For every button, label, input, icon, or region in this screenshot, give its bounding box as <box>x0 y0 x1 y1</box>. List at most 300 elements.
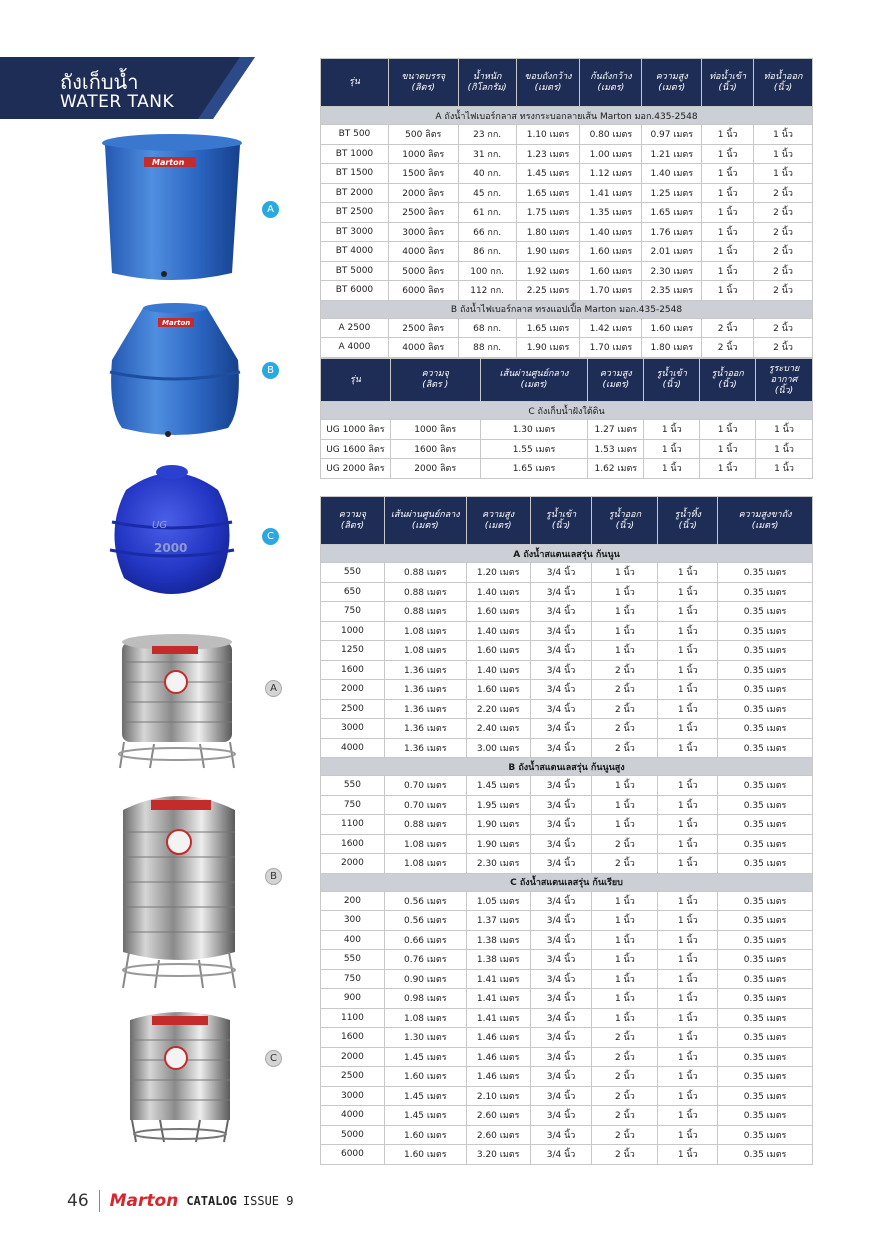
table-cell: 1600 <box>321 1028 385 1048</box>
table-cell: 0.35 เมตร <box>718 680 813 700</box>
table-cell: 1.65 เมตร <box>480 459 588 479</box>
table-cell: 1.41 เมตร <box>466 989 530 1009</box>
table-cell: 1.40 เมตร <box>580 222 642 242</box>
table-cell: 3000 <box>321 1086 385 1106</box>
table-cell: 3.00 เมตร <box>466 738 530 758</box>
table-cell: 1.45 เมตร <box>384 1047 466 1067</box>
table-cell: 1 นิ้ว <box>592 911 658 931</box>
t3-row-c <box>321 1047 813 1067</box>
table-cell: 0.35 เมตร <box>718 950 813 970</box>
table-cell: 0.35 เมตร <box>718 834 813 854</box>
table-cell: 1 นิ้ว <box>592 795 658 815</box>
t3-row-a <box>321 602 813 622</box>
table-cell: 2 นิ้ว <box>592 1106 658 1126</box>
table-cell: 1.53 เมตร <box>588 439 644 459</box>
table-cell: 1 นิ้ว <box>592 891 658 911</box>
table-cell: 3/4 นิ้ว <box>530 1028 592 1048</box>
badge-c-underground: C <box>262 528 279 545</box>
table-cell: 2000 <box>321 854 385 874</box>
table-cell: 1 นิ้ว <box>592 563 658 583</box>
svg-text:2000: 2000 <box>154 541 188 555</box>
table-cell: 0.35 เมตร <box>718 989 813 1009</box>
t1-col-model: รุ่น <box>321 59 389 107</box>
stainless-tank-c-image <box>124 1002 236 1148</box>
t3-row-c <box>321 1086 813 1106</box>
table-cell: 112 กก. <box>458 281 516 301</box>
table-cell: 2500 <box>321 1067 385 1087</box>
table-cell: 1.70 เมตร <box>580 281 642 301</box>
table-cell: 300 <box>321 911 385 931</box>
table-cell: 1.60 เมตร <box>642 318 702 338</box>
table-cell: 3/4 นิ้ว <box>530 1047 592 1067</box>
table-cell: 6000 <box>321 1145 385 1165</box>
table-cell: 1.70 เมตร <box>580 338 642 358</box>
svg-text:Marton: Marton <box>162 319 191 327</box>
t3-section-a: A ถังน้ำสแตนเลสรุ่น ก้นนูน <box>321 545 813 563</box>
table-cell: 1 นิ้ว <box>658 621 718 641</box>
t3-row-c <box>321 989 813 1009</box>
table-cell: 1250 <box>321 641 385 661</box>
table-cell: 5000 <box>321 1125 385 1145</box>
t3-row-b <box>321 795 813 815</box>
table-cell: 2000 <box>321 1047 385 1067</box>
table-cell: 1.60 เมตร <box>384 1067 466 1087</box>
table-cell: 2 นิ้ว <box>702 318 754 338</box>
badge-b-fiberglass: B <box>262 362 279 379</box>
table-cell: 1 นิ้ว <box>702 183 754 203</box>
table-cell: 1.42 เมตร <box>580 318 642 338</box>
table-cell: 1.90 เมตร <box>466 834 530 854</box>
t3-row-a <box>321 719 813 739</box>
table-cell: 1.00 เมตร <box>580 144 642 164</box>
table-cell: 3/4 นิ้ว <box>530 641 592 661</box>
table-cell: 1 นิ้ว <box>658 1067 718 1087</box>
table-cell: 3000 ลิตร <box>388 222 458 242</box>
table-cell: 3/4 นิ้ว <box>530 854 592 874</box>
t2-section-c: C ถังเก็บน้ำฝังใต้ดิน <box>321 402 813 420</box>
t3-row-a <box>321 563 813 583</box>
table-cell: 200 <box>321 891 385 911</box>
table-cell: 2.60 เมตร <box>466 1125 530 1145</box>
t1-row-b <box>321 318 813 338</box>
table-cell: 1 นิ้ว <box>658 969 718 989</box>
table-cell: 1.38 เมตร <box>466 950 530 970</box>
table3-header-row <box>321 497 813 545</box>
table-cell: 1.30 เมตร <box>384 1028 466 1048</box>
t3-section-b: B ถังน้ำสแตนเลสรุ่น ก้นนูนสูง <box>321 758 813 776</box>
table-cell: 2 นิ้ว <box>592 1125 658 1145</box>
table-cell: 2 นิ้ว <box>754 242 813 262</box>
page-title-en: WATER TANK <box>60 92 175 112</box>
table-cell: A 2500 <box>321 318 389 338</box>
t2-col-inlet: รูน้ำเข้า (นิ้ว) <box>644 359 700 402</box>
table-cell: 2 นิ้ว <box>592 719 658 739</box>
table-cell: BT 4000 <box>321 242 389 262</box>
t2-col-outlet: รูน้ำออก (นิ้ว) <box>700 359 756 402</box>
table-cell: 2.30 เมตร <box>466 854 530 874</box>
table-cell: 0.97 เมตร <box>642 125 702 145</box>
table-cell: 1.46 เมตร <box>466 1067 530 1087</box>
t1-row-a <box>321 281 813 301</box>
table-cell: 1.23 เมตร <box>516 144 580 164</box>
t1-row-a <box>321 203 813 223</box>
t3-row-a <box>321 621 813 641</box>
footer-divider <box>99 1190 100 1212</box>
table-cell: 0.35 เมตร <box>718 621 813 641</box>
table-cell: 1 นิ้ว <box>658 1125 718 1145</box>
table-cell: 1 นิ้ว <box>754 144 813 164</box>
table-cell: 1.60 เมตร <box>384 1125 466 1145</box>
table-cell: 2500 <box>321 699 385 719</box>
table-cell: 2.01 เมตร <box>642 242 702 262</box>
table-cell: 1 นิ้ว <box>658 660 718 680</box>
table-cell: 3/4 นิ้ว <box>530 795 592 815</box>
badge-b-stainless: B <box>265 868 282 885</box>
table-cell: 0.98 เมตร <box>384 989 466 1009</box>
table-cell: BT 3000 <box>321 222 389 242</box>
table-cell: 1.90 เมตร <box>516 338 580 358</box>
underground-spec-table <box>320 358 813 479</box>
table-cell: 2 นิ้ว <box>754 222 813 242</box>
table-cell: 1 นิ้ว <box>756 420 813 440</box>
t3-row-b <box>321 776 813 796</box>
t3-col-diameter: เส้นผ่านศูนย์กลาง (เมตร) <box>384 497 466 545</box>
fiberglass-spec-table <box>320 58 813 358</box>
t3-row-a <box>321 641 813 661</box>
t1-row-b <box>321 338 813 358</box>
table-cell: 2.35 เมตร <box>642 281 702 301</box>
table-cell: 1.05 เมตร <box>466 891 530 911</box>
t1-row-a <box>321 242 813 262</box>
table-cell: 2 นิ้ว <box>702 338 754 358</box>
table-cell: 1600 <box>321 660 385 680</box>
table-cell: 1.45 เมตร <box>384 1086 466 1106</box>
t3-section-c: C ถังน้ำสแตนเลสรุ่น ก้นเรียบ <box>321 873 813 891</box>
table-cell: 3/4 นิ้ว <box>530 891 592 911</box>
table-cell: BT 2500 <box>321 203 389 223</box>
table-cell: 3/4 นิ้ว <box>530 660 592 680</box>
table-cell: 1 นิ้ว <box>702 222 754 242</box>
table-cell: 1 นิ้ว <box>702 164 754 184</box>
table-cell: 2000 <box>321 680 385 700</box>
table-cell: 550 <box>321 776 385 796</box>
t3-row-c <box>321 1067 813 1087</box>
t3-row-b <box>321 854 813 874</box>
table1-header-row <box>321 59 813 107</box>
table-cell: 1.08 เมตร <box>384 1008 466 1028</box>
table-cell: 86 กก. <box>458 242 516 262</box>
table-cell: 0.35 เมตร <box>718 1106 813 1126</box>
table-cell: 3/4 นิ้ว <box>530 738 592 758</box>
t3-row-c <box>321 1106 813 1126</box>
table-cell: 1 นิ้ว <box>658 1028 718 1048</box>
table-cell: 3/4 นิ้ว <box>530 815 592 835</box>
table-cell: 2.20 เมตร <box>466 699 530 719</box>
t3-row-c <box>321 1145 813 1165</box>
table-cell: 750 <box>321 795 385 815</box>
table-cell: 0.35 เมตร <box>718 795 813 815</box>
stainless-tank-a-image <box>114 630 240 778</box>
underground-tank-image <box>106 460 238 605</box>
table-cell: 1 นิ้ว <box>702 281 754 301</box>
table-cell: 1 นิ้ว <box>592 950 658 970</box>
table-cell: 2 นิ้ว <box>592 680 658 700</box>
table-cell: 2 นิ้ว <box>754 318 813 338</box>
table-cell: 1.45 เมตร <box>466 776 530 796</box>
table-cell: 3.20 เมตร <box>466 1145 530 1165</box>
badge-a-stainless: A <box>265 680 282 697</box>
table-cell: 1 นิ้ว <box>658 1086 718 1106</box>
t3-col-height: ความสูง (เมตร) <box>466 497 530 545</box>
table-cell: 2 นิ้ว <box>754 203 813 223</box>
table-cell: 1.35 เมตร <box>580 203 642 223</box>
table-cell: 0.35 เมตร <box>718 1145 813 1165</box>
table-cell: 3/4 นิ้ว <box>530 1008 592 1028</box>
table-cell: 1.36 เมตร <box>384 699 466 719</box>
t3-col-drain: รูน้ำทิ้ง (นิ้ว) <box>658 497 718 545</box>
table-cell: 0.35 เมตร <box>718 815 813 835</box>
table-cell: 0.70 เมตร <box>384 795 466 815</box>
t3-row-c <box>321 1125 813 1145</box>
table-cell: 1 นิ้ว <box>658 602 718 622</box>
table-cell: 1 นิ้ว <box>658 891 718 911</box>
table-cell: 1 นิ้ว <box>592 621 658 641</box>
t1-col-height: ความสูง (เมตร) <box>642 59 702 107</box>
table-cell: 1.41 เมตร <box>466 1008 530 1028</box>
table-cell: 1.60 เมตร <box>466 602 530 622</box>
catalog-label: CATALOG <box>186 1194 237 1208</box>
table-cell: 1.75 เมตร <box>516 203 580 223</box>
table-cell: 1 นิ้ว <box>658 582 718 602</box>
table-cell: 1.36 เมตร <box>384 660 466 680</box>
table-cell: 0.35 เมตร <box>718 1067 813 1087</box>
table-cell: 2500 ลิตร <box>388 318 458 338</box>
table-cell: 1 นิ้ว <box>592 989 658 1009</box>
t1-row-a <box>321 144 813 164</box>
t1-col-top-width: ขอบถังกว้าง (เมตร) <box>516 59 580 107</box>
t3-row-c <box>321 1008 813 1028</box>
table-cell: 1.40 เมตร <box>642 164 702 184</box>
t1-row-a <box>321 261 813 281</box>
table-cell: 1 นิ้ว <box>658 815 718 835</box>
table-cell: 1 นิ้ว <box>644 420 700 440</box>
table-cell: 1.30 เมตร <box>480 420 588 440</box>
table-cell: 500 ลิตร <box>388 125 458 145</box>
table-cell: 1600 ลิตร <box>390 439 480 459</box>
table-cell: 1600 <box>321 834 385 854</box>
table-cell: 1 นิ้ว <box>700 439 756 459</box>
table-cell: 0.66 เมตร <box>384 930 466 950</box>
table-cell: 0.90 เมตร <box>384 969 466 989</box>
table-cell: 1 นิ้ว <box>658 738 718 758</box>
page-footer <box>67 1188 293 1214</box>
t2-row <box>321 459 813 479</box>
table-cell: 1.80 เมตร <box>642 338 702 358</box>
table-cell: 1.27 เมตร <box>588 420 644 440</box>
table-cell: 0.35 เมตร <box>718 641 813 661</box>
table-cell: 61 กก. <box>458 203 516 223</box>
table-cell: 1.25 เมตร <box>642 183 702 203</box>
table2-header-row <box>321 359 813 402</box>
table-cell: 68 กก. <box>458 318 516 338</box>
table-cell: 4000 <box>321 738 385 758</box>
t1-col-outlet: ท่อน้ำออก (นิ้ว) <box>754 59 813 107</box>
table-cell: 1.46 เมตร <box>466 1028 530 1048</box>
table-cell: 1 นิ้ว <box>754 164 813 184</box>
table-cell: 1.38 เมตร <box>466 930 530 950</box>
table-cell: 1 นิ้ว <box>658 1106 718 1126</box>
table-cell: 1.95 เมตร <box>466 795 530 815</box>
stainless-tank-b-image <box>119 782 241 997</box>
table-cell: 3/4 นิ้ว <box>530 621 592 641</box>
table-cell: 2 นิ้ว <box>592 699 658 719</box>
t3-col-capacity: ความจุ (ลิตร) <box>321 497 385 545</box>
table-cell: 1 นิ้ว <box>592 776 658 796</box>
table-cell: 3/4 นิ้ว <box>530 950 592 970</box>
table-cell: 0.35 เมตร <box>718 969 813 989</box>
t3-row-a <box>321 699 813 719</box>
table-cell: 1 นิ้ว <box>592 969 658 989</box>
table-cell: 1.40 เมตร <box>466 621 530 641</box>
t3-row-a <box>321 582 813 602</box>
table-cell: 1000 ลิตร <box>388 144 458 164</box>
table-cell: 1 นิ้ว <box>658 930 718 950</box>
table-cell: 0.35 เมตร <box>718 854 813 874</box>
table-cell: 3/4 นิ้ว <box>530 776 592 796</box>
table-cell: 1.55 เมตร <box>480 439 588 459</box>
t3-row-b <box>321 834 813 854</box>
table-cell: 1 นิ้ว <box>658 989 718 1009</box>
table-cell: BT 1000 <box>321 144 389 164</box>
table-cell: 1.60 เมตร <box>580 261 642 281</box>
table-cell: 900 <box>321 989 385 1009</box>
table-cell: 0.35 เมตร <box>718 1008 813 1028</box>
table-cell: 1000 ลิตร <box>390 420 480 440</box>
table-cell: 2 นิ้ว <box>592 834 658 854</box>
table-cell: 1.12 เมตร <box>580 164 642 184</box>
table-cell: 2 นิ้ว <box>592 1086 658 1106</box>
table-cell: BT 1500 <box>321 164 389 184</box>
table-cell: 0.76 เมตร <box>384 950 466 970</box>
t1-row-a <box>321 125 813 145</box>
page-title-th: ถังเก็บน้ำ <box>60 70 139 94</box>
table-cell: 3/4 นิ้ว <box>530 602 592 622</box>
table-cell: 0.35 เมตร <box>718 776 813 796</box>
table-cell: 0.35 เมตร <box>718 1028 813 1048</box>
t2-row <box>321 439 813 459</box>
table-cell: 0.35 เมตร <box>718 911 813 931</box>
table-cell: UG 2000 ลิตร <box>321 459 391 479</box>
table-cell: 5000 ลิตร <box>388 261 458 281</box>
table-cell: 1 นิ้ว <box>658 719 718 739</box>
brand-logo: Marton <box>109 1191 179 1211</box>
table-cell: 4000 ลิตร <box>388 242 458 262</box>
table-cell: 1.65 เมตร <box>516 318 580 338</box>
table-cell: UG 1600 ลิตร <box>321 439 391 459</box>
table-cell: 1 นิ้ว <box>756 459 813 479</box>
table-cell: 45 กก. <box>458 183 516 203</box>
table-cell: 1.90 เมตร <box>466 815 530 835</box>
table-cell: 3/4 นิ้ว <box>530 1086 592 1106</box>
t2-col-height: ความสูง (เมตร) <box>588 359 644 402</box>
badge-c-stainless: C <box>265 1050 282 1067</box>
table-cell: 1 นิ้ว <box>658 834 718 854</box>
table-cell: 1000 <box>321 621 385 641</box>
t1-row-a <box>321 183 813 203</box>
table-cell: 1.21 เมตร <box>642 144 702 164</box>
table-cell: 3/4 นิ้ว <box>530 969 592 989</box>
table-cell: 1 นิ้ว <box>658 1008 718 1028</box>
table-cell: 2 นิ้ว <box>592 854 658 874</box>
table-cell: 0.70 เมตร <box>384 776 466 796</box>
table-cell: 1.36 เมตร <box>384 738 466 758</box>
table-cell: 1.36 เมตร <box>384 719 466 739</box>
t1-section-b: B ถังน้ำไฟเบอร์กลาส ทรงแอปเปิ้ล Marton มอก.435-2548 <box>321 300 813 318</box>
table-cell: 1 นิ้ว <box>658 699 718 719</box>
table-cell: 0.35 เมตร <box>718 582 813 602</box>
t2-col-capacity: ความจุ (ลิตร ) <box>390 359 480 402</box>
table-cell: 3/4 นิ้ว <box>530 930 592 950</box>
table-cell: 1.08 เมตร <box>384 854 466 874</box>
table-cell: 2 นิ้ว <box>592 738 658 758</box>
table-cell: 1 นิ้ว <box>658 911 718 931</box>
table-cell: 1.62 เมตร <box>588 459 644 479</box>
table-cell: 3/4 นิ้ว <box>530 1106 592 1126</box>
table-cell: 1 นิ้ว <box>702 125 754 145</box>
table-cell: 0.35 เมตร <box>718 891 813 911</box>
table-cell: 1.46 เมตร <box>466 1047 530 1067</box>
t2-col-diameter: เส้นผ่านศูนย์กลาง (เมตร) <box>480 359 588 402</box>
table-cell: 1 นิ้ว <box>658 854 718 874</box>
table-cell: 1.60 เมตร <box>466 680 530 700</box>
table-cell: 1.65 เมตร <box>642 203 702 223</box>
table-cell: 1 นิ้ว <box>702 203 754 223</box>
t3-row-c <box>321 891 813 911</box>
table-cell: 2000 ลิตร <box>390 459 480 479</box>
table-cell: 1 นิ้ว <box>700 459 756 479</box>
table-cell: 1 นิ้ว <box>754 125 813 145</box>
table-cell: 1.08 เมตร <box>384 621 466 641</box>
t2-col-vent: รูระบายอากาศ (นิ้ว) <box>756 359 813 402</box>
table-cell: 1.08 เมตร <box>384 641 466 661</box>
table-cell: 31 กก. <box>458 144 516 164</box>
table-cell: 1.36 เมตร <box>384 680 466 700</box>
table-cell: 2 นิ้ว <box>754 281 813 301</box>
table-cell: 1 นิ้ว <box>756 439 813 459</box>
table-cell: 1 นิ้ว <box>592 641 658 661</box>
table-cell: 1.37 เมตร <box>466 911 530 931</box>
table-cell: 2000 ลิตร <box>388 183 458 203</box>
table-cell: 66 กก. <box>458 222 516 242</box>
fiberglass-apple-tank-image <box>108 300 243 440</box>
table-cell: 1 นิ้ว <box>700 420 756 440</box>
table-cell: 750 <box>321 969 385 989</box>
table-cell: 750 <box>321 602 385 622</box>
table-cell: 4000 ลิตร <box>388 338 458 358</box>
t3-row-a <box>321 660 813 680</box>
table-cell: 0.35 เมตร <box>718 738 813 758</box>
table-cell: 0.88 เมตร <box>384 563 466 583</box>
table-cell: 1.80 เมตร <box>516 222 580 242</box>
table-cell: 1.40 เมตร <box>466 582 530 602</box>
table-cell: 3/4 นิ้ว <box>530 911 592 931</box>
table-cell: 1.92 เมตร <box>516 261 580 281</box>
table-cell: 40 กก. <box>458 164 516 184</box>
table-cell: 1.90 เมตร <box>516 242 580 262</box>
table-cell: 2 นิ้ว <box>592 660 658 680</box>
table-cell: 1 นิ้ว <box>702 144 754 164</box>
svg-text:UG: UG <box>152 520 168 531</box>
